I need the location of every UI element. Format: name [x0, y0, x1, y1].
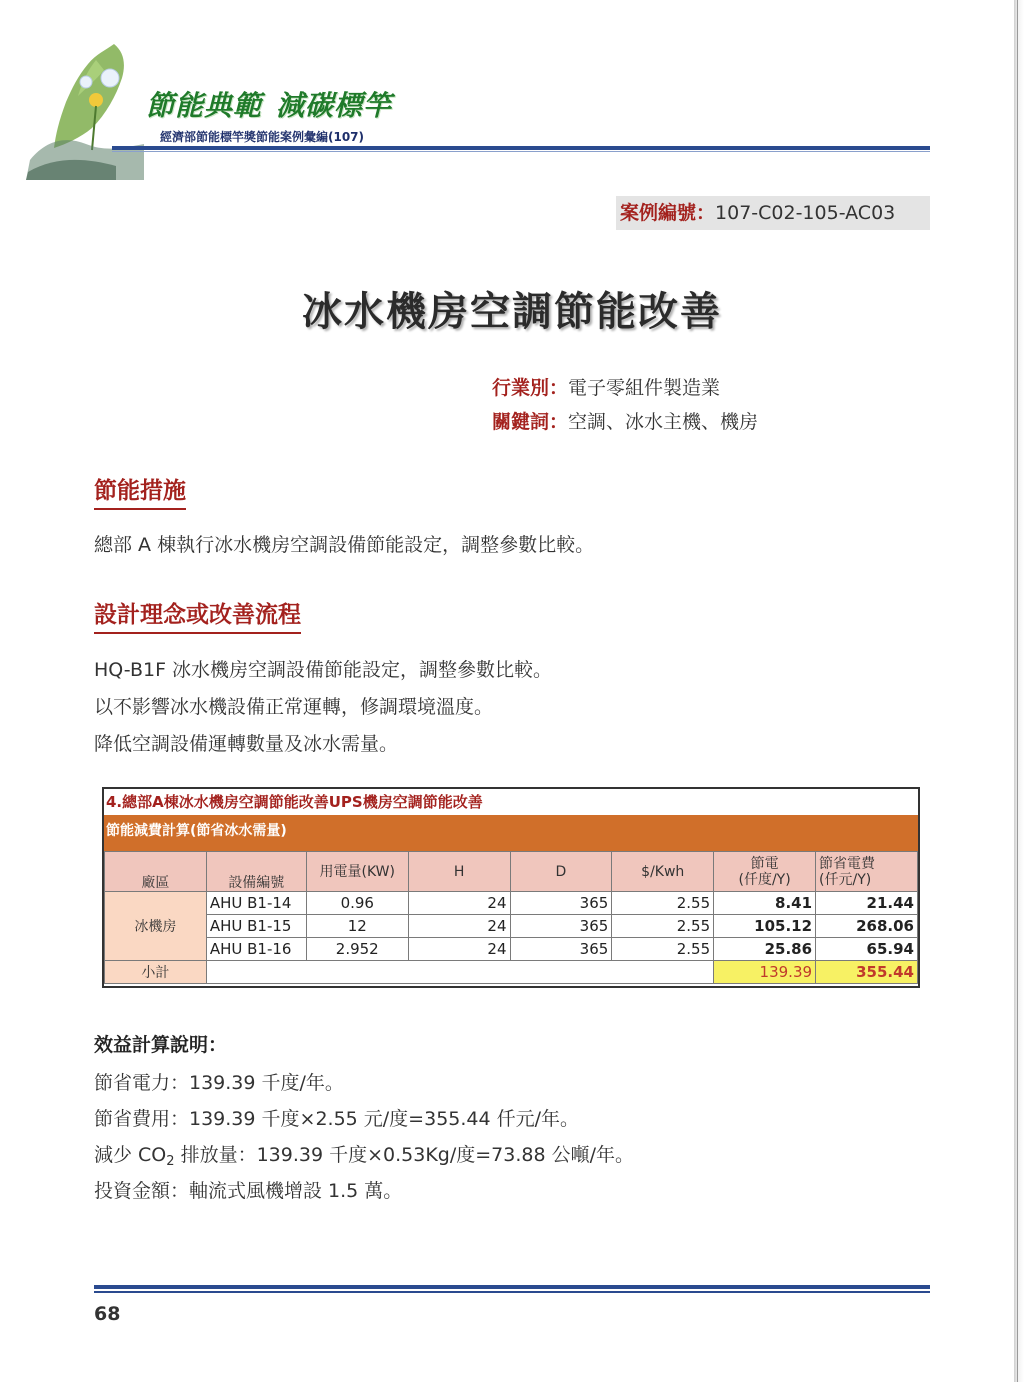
header-save-cost-l2: (仟元/Y) [819, 871, 872, 888]
table-row [105, 892, 918, 915]
subtotal-power: 139.39 [714, 961, 816, 984]
section-heading-measures: 節能措施 [94, 472, 186, 510]
equip-cell: AHU B1-14 [206, 892, 306, 915]
benefit-investment: 投資金額：軸流式風機增設 1.5 萬。 [94, 1180, 403, 1202]
design-line-3: 降低空調設備運轉數量及冰水需量。 [94, 733, 399, 755]
savings-data-table [104, 851, 918, 984]
header-save-cost [816, 852, 918, 892]
rate-cell: 2.55 [612, 892, 714, 915]
power-cell: 25.86 [714, 938, 816, 961]
area-cell: 冰機房 [105, 892, 207, 961]
subtotal-empty [206, 961, 713, 984]
case-number-box [616, 196, 930, 230]
series-subtitle: 經濟部節能標竿獎節能案例彙編(107) [160, 130, 365, 144]
series-title-part2: 減碳標竿 [276, 89, 393, 122]
table-header-row [105, 852, 918, 892]
header-equip: 設備編號 [206, 852, 306, 892]
keywords-label: 關鍵詞： [492, 411, 569, 433]
benefit-cost: 節省費用：139.39 千度×2.55 元/度=355.44 仟元/年。 [94, 1108, 580, 1130]
header-rule-thin [112, 151, 930, 152]
keywords-value: 空調、冰水主機、機房 [568, 411, 759, 433]
kw-cell: 12 [306, 915, 408, 938]
header-save-power [714, 852, 816, 892]
d-cell: 365 [510, 915, 612, 938]
page-edge-shadow [1014, 0, 1024, 1382]
header-save-power-l1: 節電 [750, 855, 779, 872]
industry-value: 電子零組件製造業 [568, 377, 721, 399]
design-line-1: HQ-B1F 冰水機房空調設備節能設定，調整參數比較。 [94, 659, 553, 681]
rate-cell: 2.55 [612, 915, 714, 938]
power-cell: 8.41 [714, 892, 816, 915]
equip-cell: AHU B1-15 [206, 915, 306, 938]
header-rule [112, 146, 930, 150]
footer-rule-thin [94, 1291, 930, 1293]
savings-table [102, 787, 920, 988]
h-cell: 24 [408, 892, 510, 915]
benefit-co2-b: 排放量：139.39 千度×0.53Kg/度=73.88 公噸/年。 [174, 1144, 635, 1166]
header-h: H [408, 852, 510, 892]
h-cell: 24 [408, 915, 510, 938]
footer-rule [94, 1285, 930, 1289]
header-area: 廠區 [105, 852, 207, 892]
benefit-co2-a: 減少 CO [94, 1144, 167, 1166]
case-number-label: 案例編號： [620, 202, 716, 224]
page-number: 68 [94, 1303, 121, 1325]
cost-cell: 65.94 [816, 938, 918, 961]
benefit-heading: 效益計算說明： [94, 1034, 228, 1056]
taiwan-dandelion-logo-icon [26, 40, 166, 180]
header-rate: $/Kwh [612, 852, 714, 892]
table-title: 4.總部A棟冰水機房空調節能改善UPS機房空調節能改善 [106, 793, 483, 811]
table-row [105, 915, 918, 938]
design-line-2: 以不影響冰水機設備正常運轉，修調環境溫度。 [94, 696, 494, 718]
kw-cell: 0.96 [306, 892, 408, 915]
keywords-line [492, 407, 758, 434]
table-row [105, 938, 918, 961]
benefit-co2 [94, 1140, 634, 1169]
subtotal-row [105, 961, 918, 984]
d-cell: 365 [510, 892, 612, 915]
section-heading-design: 設計理念或改善流程 [94, 596, 301, 634]
industry-line [492, 373, 720, 400]
benefit-power: 節省電力：139.39 千度/年。 [94, 1072, 344, 1094]
kw-cell: 2.952 [306, 938, 408, 961]
rate-cell: 2.55 [612, 938, 714, 961]
header-kw: 用電量(KW) [306, 852, 408, 892]
measures-text: 總部 A 棟執行冰水機房空調設備節能設定，調整參數比較。 [94, 534, 595, 556]
page-edge-line [1017, 0, 1018, 1382]
d-cell: 365 [510, 938, 612, 961]
header-d: D [510, 852, 612, 892]
header-save-power-l2: (仟度/Y) [738, 871, 791, 888]
subtotal-cost: 355.44 [816, 961, 918, 984]
benefit-co2-sub: 2 [166, 1154, 175, 1169]
series-title-part1: 節能典範 [146, 89, 263, 122]
cost-cell: 21.44 [816, 892, 918, 915]
header-save-cost-l1: 節省電費 [819, 855, 876, 872]
page-title: 冰水機房空調節能改善 [302, 289, 722, 335]
h-cell: 24 [408, 938, 510, 961]
table-subtitle: 節能減費計算(節省冰水需量) [104, 815, 918, 851]
cost-cell: 268.06 [816, 915, 918, 938]
power-cell: 105.12 [714, 915, 816, 938]
series-title [146, 84, 392, 124]
equip-cell: AHU B1-16 [206, 938, 306, 961]
case-number-value: 107-C02-105-AC03 [715, 202, 896, 224]
industry-label: 行業別： [492, 377, 569, 399]
subtotal-label: 小計 [105, 961, 207, 984]
